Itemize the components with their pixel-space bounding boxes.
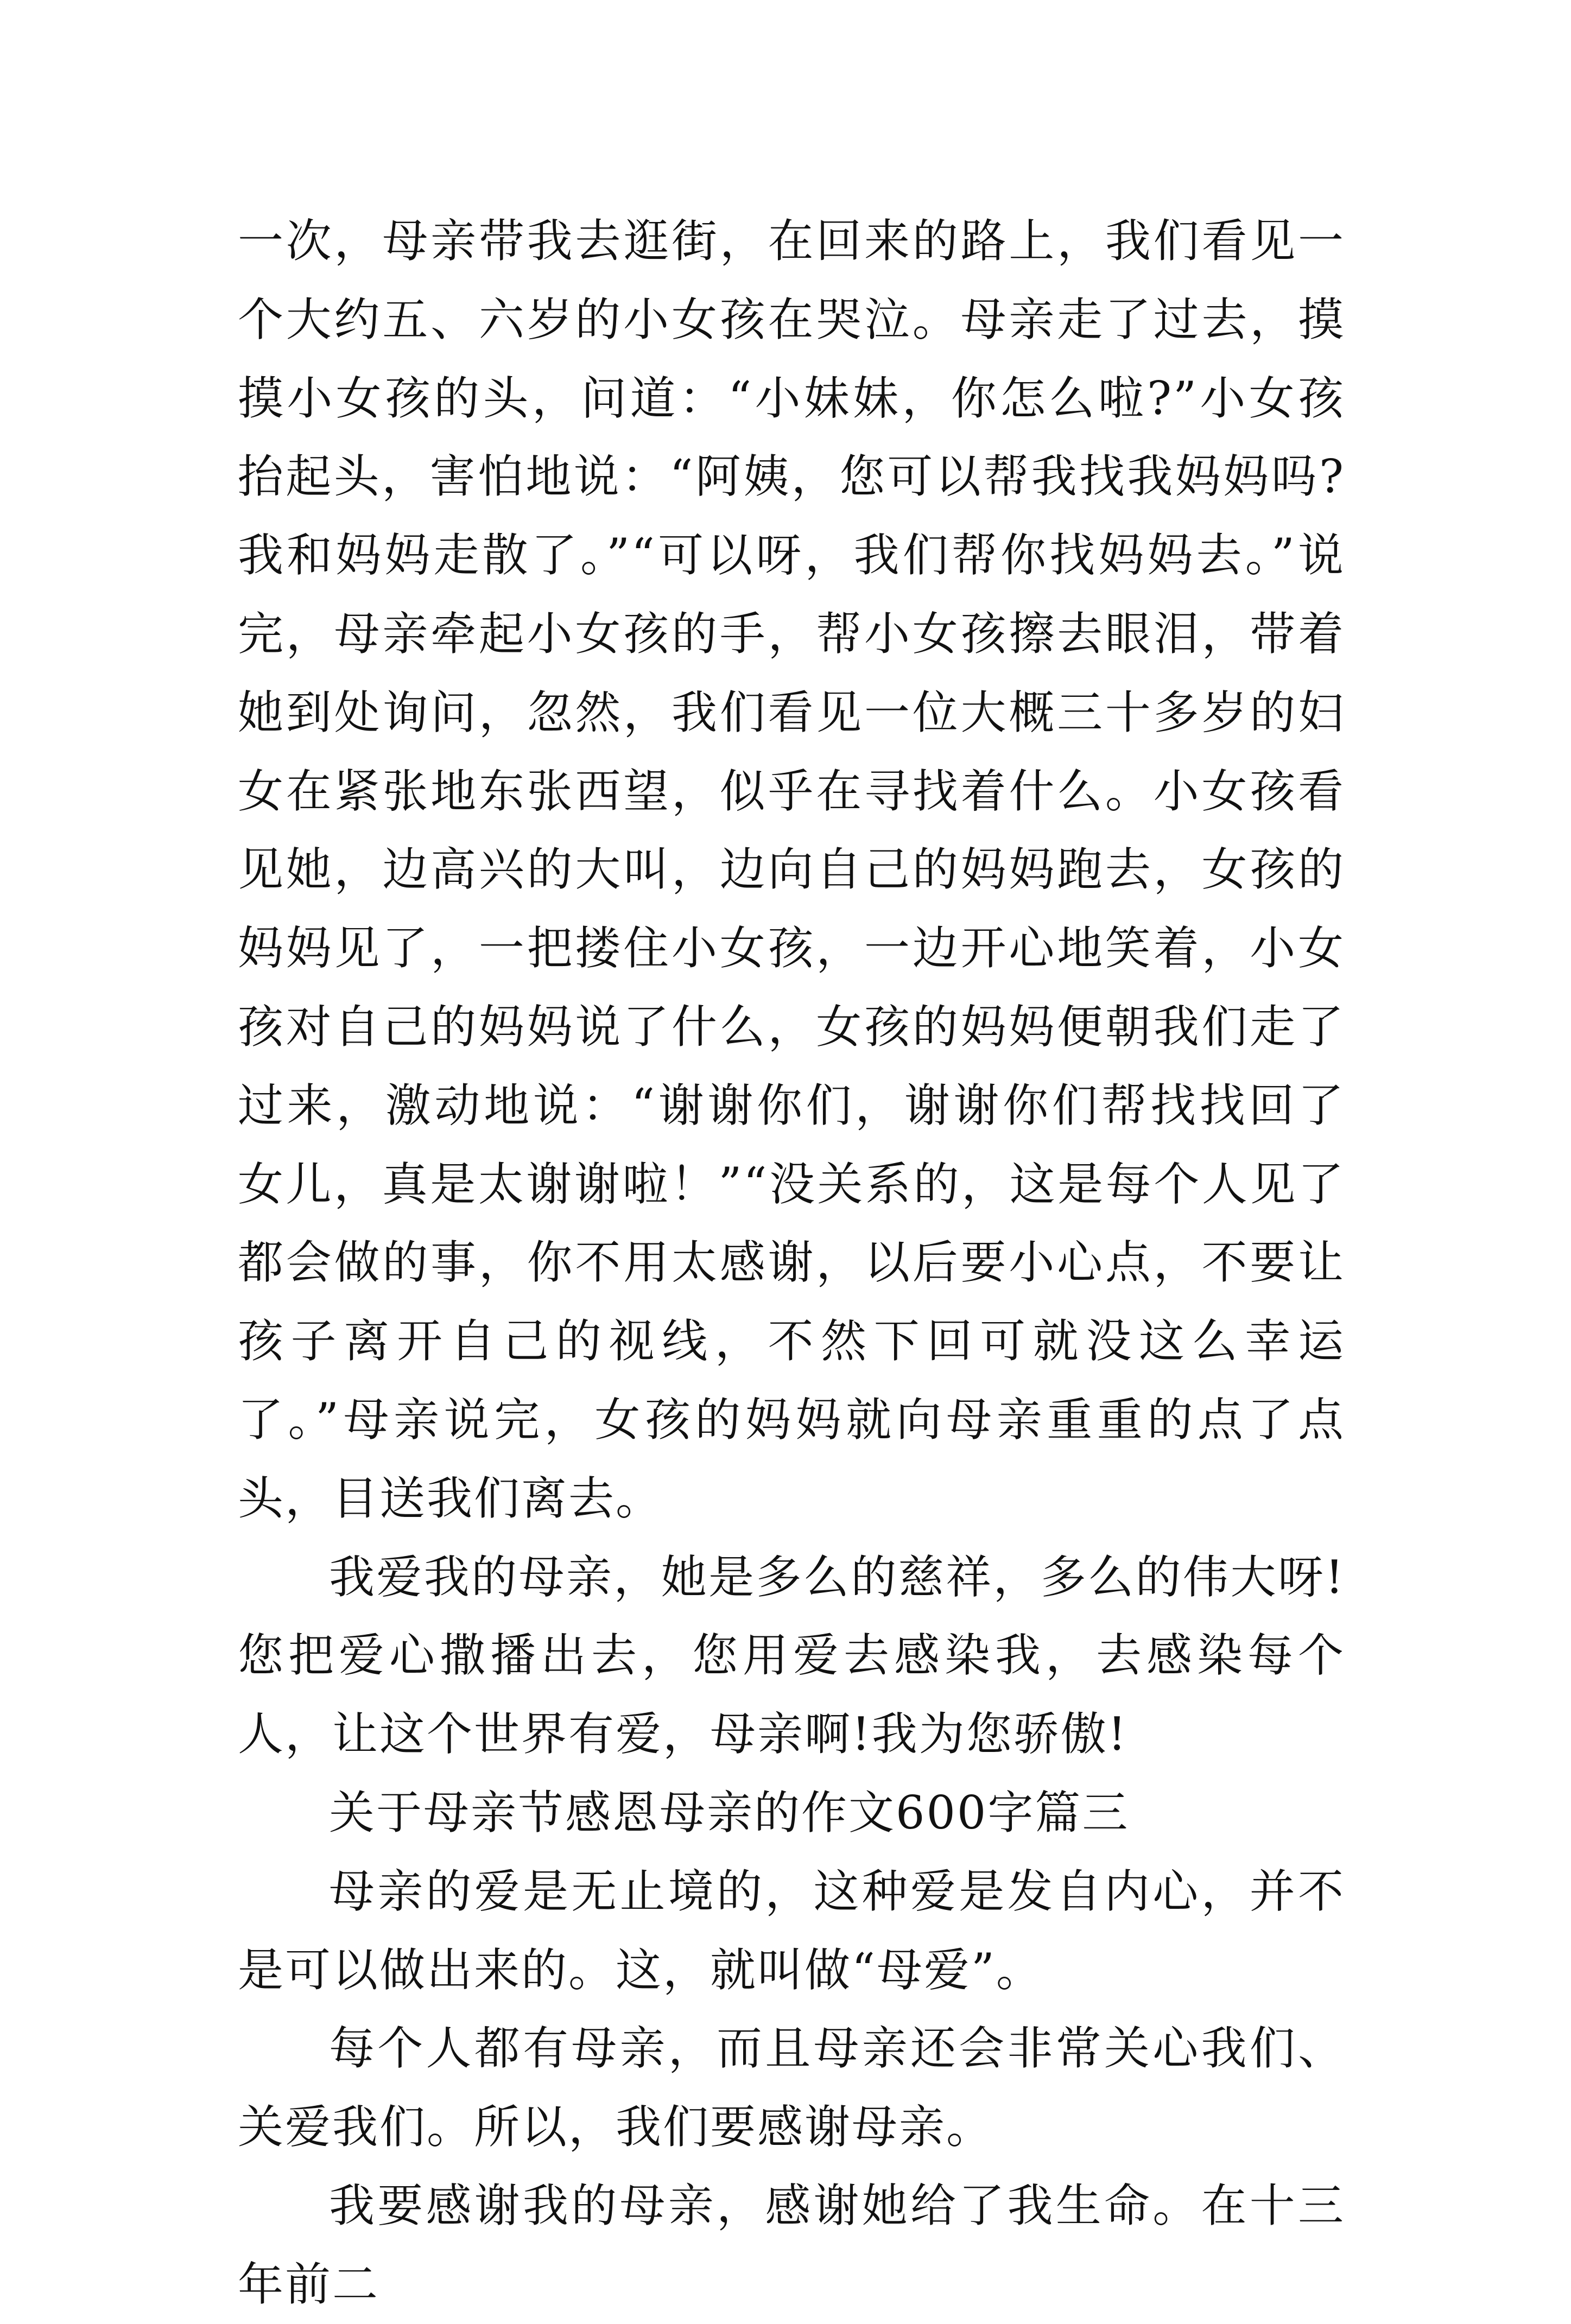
section-heading: 关于母亲节感恩母亲的作文600字篇三 (329, 1786, 1130, 1839)
document-body (238, 202, 1345, 2324)
paragraph-thank-mother: 我要感谢我的母亲，感谢她给了我生命。在十三年前二 (238, 2179, 1345, 2311)
paragraph-story: 一次，母亲带我去逛街，在回来的路上，我们看见一个大约五、六岁的小女孩在哭泣。母亲走了过去，摸摸小女孩的头，问道：“小妹妹，你怎么啦?”小女孩抬起头，害怕地说：“阿姨，您可以帮我找我妈妈吗?我和妈妈走散了。”“可以呀，我们帮你找妈妈去。”说完，母亲牵起小女孩的手，帮小女孩擦去眼泪，带着她到处询问，忽然，我们看见一位大概三十多岁的妇女在紧张地东张西望，似乎在寻找着什么。小女孩看见她，边高兴的大叫，边向自己的妈妈跑去，女孩的妈妈见了，一把搂住小女孩，一边开心地笑着，小女孩对自己的妈妈说了什么，女孩的妈妈便朝我们走了过来，激动地说：“谢谢你们，谢谢你们帮找找回了女儿，真是太谢谢啦！”“没关系的，这是每个人见了都会做的事，你不用太感谢，以后要小心点，不要让孩子离开自己的视线，不然下回可就没这么幸运了。”母亲说完，女孩的妈妈就向母亲重重的点了点头，目送我们离去。 (238, 214, 1345, 1525)
paragraph-love-mother: 我爱我的母亲，她是多么的慈祥，多么的伟大呀!您把爱心撒播出去，您用爱去感染我，去感染每个人，让这个世界有爱，母亲啊!我为您骄傲! (238, 1550, 1345, 1761)
paragraph-everyone-mother: 每个人都有母亲，而且母亲还会非常关心我们、关爱我们。所以，我们要感谢母亲。 (238, 2022, 1345, 2154)
paragraph-mother-love: 母亲的爱是无止境的，这种爱是发自内心，并不是可以做出来的。这，就叫做“母爱”。 (238, 1864, 1345, 1997)
